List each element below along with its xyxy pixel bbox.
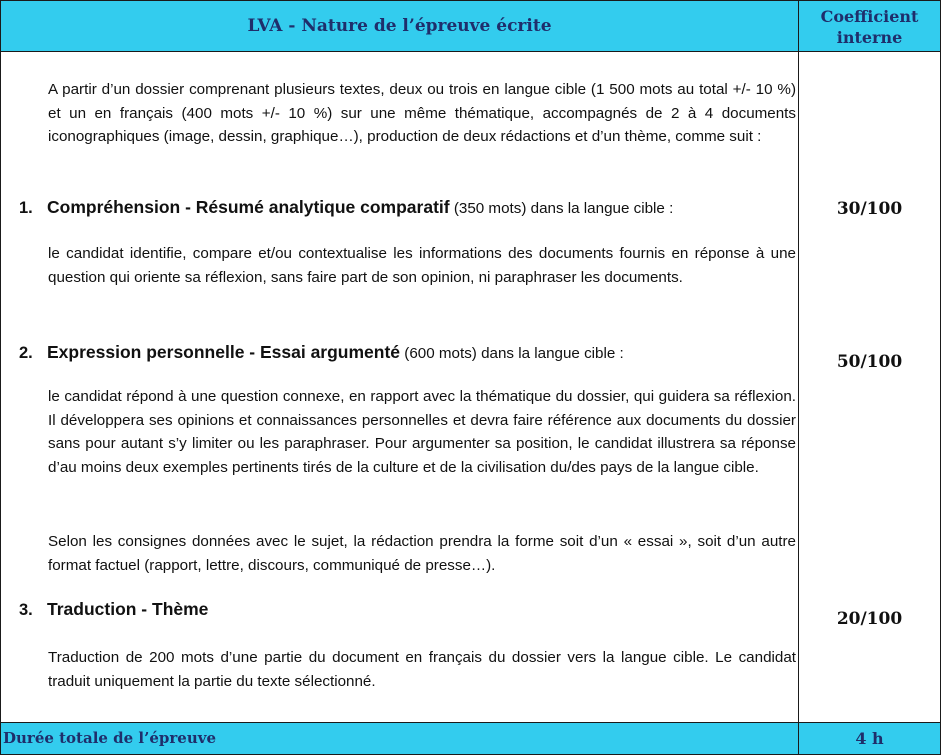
section-number: 3.: [19, 601, 33, 619]
section-number: 2.: [19, 344, 33, 362]
section-3-heading: [19, 599, 208, 620]
section-1-heading: [19, 197, 673, 218]
section-1-score: 30/100: [836, 199, 903, 219]
table-title: LVA - Nature de l’épreuve écrite: [247, 16, 552, 36]
section-3-score: 20/100: [836, 609, 903, 629]
section-title: Expression personnelle - Essai argumenté: [47, 342, 401, 362]
section-3-paragraph: Traduction de 200 mots d’une partie du document en français du dossier vers la langue cible. Le candidat traduit uniquement la partie du texte sélectionné.: [48, 649, 796, 690]
total-duration-value: 4 h: [855, 729, 884, 748]
content-cell: [0, 51, 799, 723]
footer-value-cell: [798, 722, 941, 755]
intro-paragraph: A partir d’un dossier comprenant plusieurs textes, deux ou trois en langue cible (1 500 mots au total +/- 10 %) et un en français (400 mots +/- 10 %) sur une même thématique, accompagnés de 2 à 4 documents iconographiques (image, dessin, graphique…), production de deux rédactions et d’un thème, comme suit :: [48, 81, 796, 145]
coefficient-cell: [798, 51, 941, 723]
total-duration-label: Durée totale de l’épreuve: [3, 729, 216, 747]
section-2-paragraph-2: Selon les consignes données avec le sujet, la rédaction prendra la forme soit d’un « essai », soit d’un autre format factuel (rapport, lettre, discours, communiqué de presse…).: [48, 533, 796, 574]
coefficient-heading: Coefficient interne: [820, 7, 919, 47]
section-2-score: 50/100: [836, 352, 903, 372]
section-2-paragraph-1: le candidat répond à une question connexe, en rapport avec la thématique du dossier, qui guidera sa réflexion. Il développera ses opinions et connaissances personnelles et devra faire référence aux documents du dossier sans pour autant s’y limiter ou les paraphraser. Pour argumenter sa position, le candidat illustrera sa réponse d’au moins deux exemples pertinents tirés de la culture et de la civilisation du/des pays de la langue cible.: [48, 388, 796, 476]
section-2-heading: [19, 342, 624, 363]
footer-label-cell: [0, 722, 799, 755]
section-number: 1.: [19, 199, 33, 217]
section-suffix: (350 mots) dans la langue cible :: [449, 200, 674, 217]
header-title-cell: [0, 0, 799, 52]
section-suffix: (600 mots) dans la langue cible :: [400, 345, 624, 362]
section-1-paragraph: le candidat identifie, compare et/ou contextualise les informations des documents fournis en réponse à une question qui oriente sa réflexion, sans faire part de son opinion, ni paraphraser les documents.: [48, 245, 796, 286]
section-title: Traduction - Thème: [47, 599, 209, 619]
header-coefficient-cell: [798, 0, 941, 52]
section-title: Compréhension - Résumé analytique comparatif: [47, 197, 450, 217]
